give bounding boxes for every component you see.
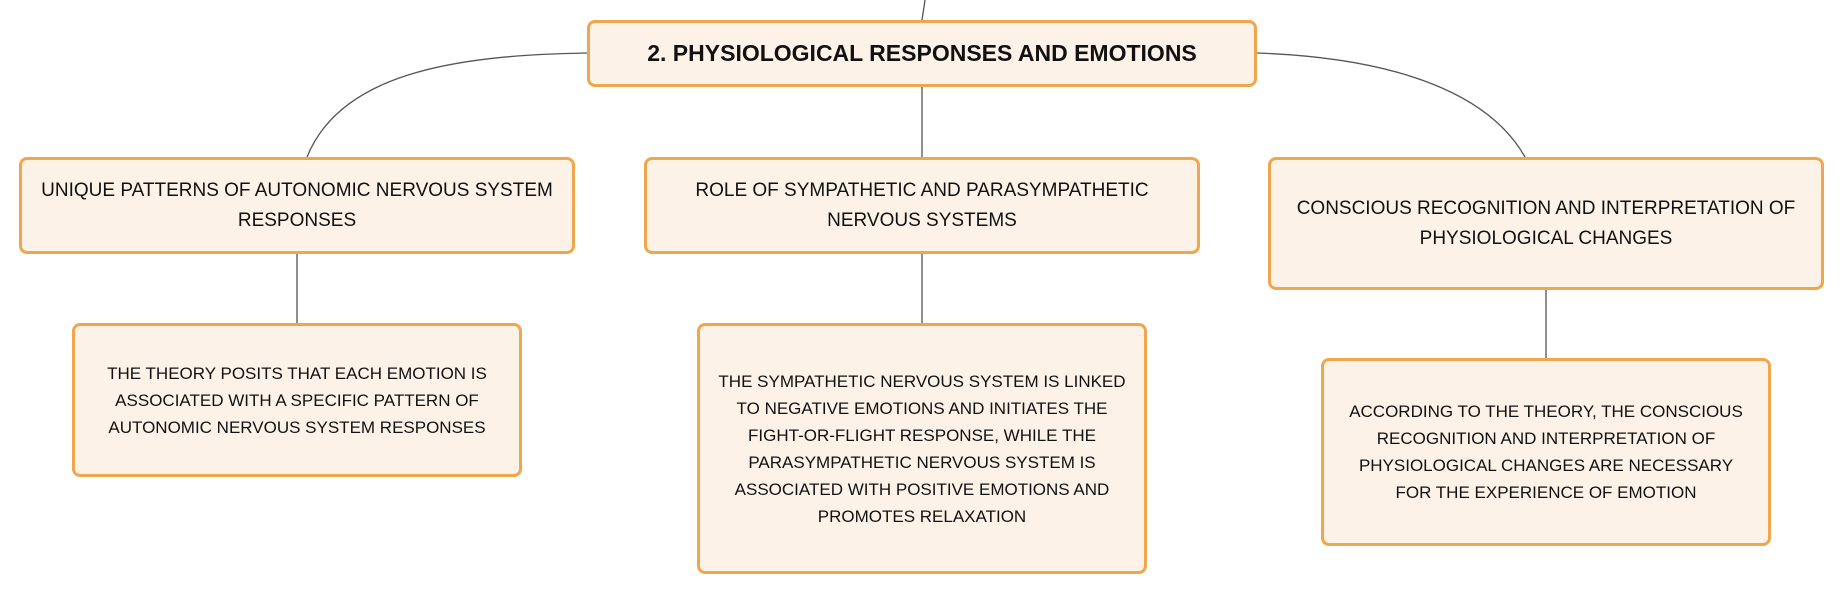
detail-node-text: THE THEORY POSITS THAT EACH EMOTION IS ASSOCIATED WITH A SPECIFIC PATTERN OF AUTONOMIC NERVOUS SYSTEM RESPONSES <box>107 363 487 437</box>
branch-node-autonomic-patterns[interactable] <box>19 157 575 254</box>
connector-root-to-branch-1 <box>307 53 588 157</box>
branch-node-label: ROLE OF SYMPATHETIC AND PARASYMPATHETIC NERVOUS SYSTEMS <box>695 179 1149 231</box>
branch-node-label: UNIQUE PATTERNS OF AUTONOMIC NERVOUS SYSTEM RESPONSES <box>41 179 553 231</box>
branch-node-sympathetic-parasympathetic[interactable] <box>644 157 1200 254</box>
root-node[interactable] <box>587 20 1257 87</box>
detail-node-autonomic-patterns[interactable] <box>72 323 522 477</box>
detail-node-text: THE SYMPATHETIC NERVOUS SYSTEM IS LINKED TO NEGATIVE EMOTIONS AND INITIATES THE FIGHT-OR-FLIGHT RESPONSE, WHILE THE PARASYMPATHETIC NERVOUS SYSTEM IS ASSOCIATED WITH POSITIVE EMOTIONS AND PROMOTES RELAXATION <box>718 371 1126 526</box>
branch-node-label: CONSCIOUS RECOGNITION AND INTERPRETATION OF PHYSIOLOGICAL CHANGES <box>1296 197 1796 249</box>
branch-node-conscious-recognition[interactable] <box>1268 157 1824 290</box>
connector-root-to-branch-3 <box>1257 53 1525 157</box>
connector-from-parent <box>922 0 925 20</box>
root-node-label: 2. PHYSIOLOGICAL RESPONSES AND EMOTIONS <box>647 40 1197 66</box>
detail-node-conscious-recognition[interactable] <box>1321 358 1771 546</box>
detail-node-text: ACCORDING TO THE THEORY, THE CONSCIOUS RECOGNITION AND INTERPRETATION OF PHYSIOLOGICAL CHANGES ARE NECESSARY FOR THE EXPERIENCE OF EMOTION <box>1349 402 1743 502</box>
detail-node-sympathetic-parasympathetic[interactable] <box>697 323 1147 574</box>
